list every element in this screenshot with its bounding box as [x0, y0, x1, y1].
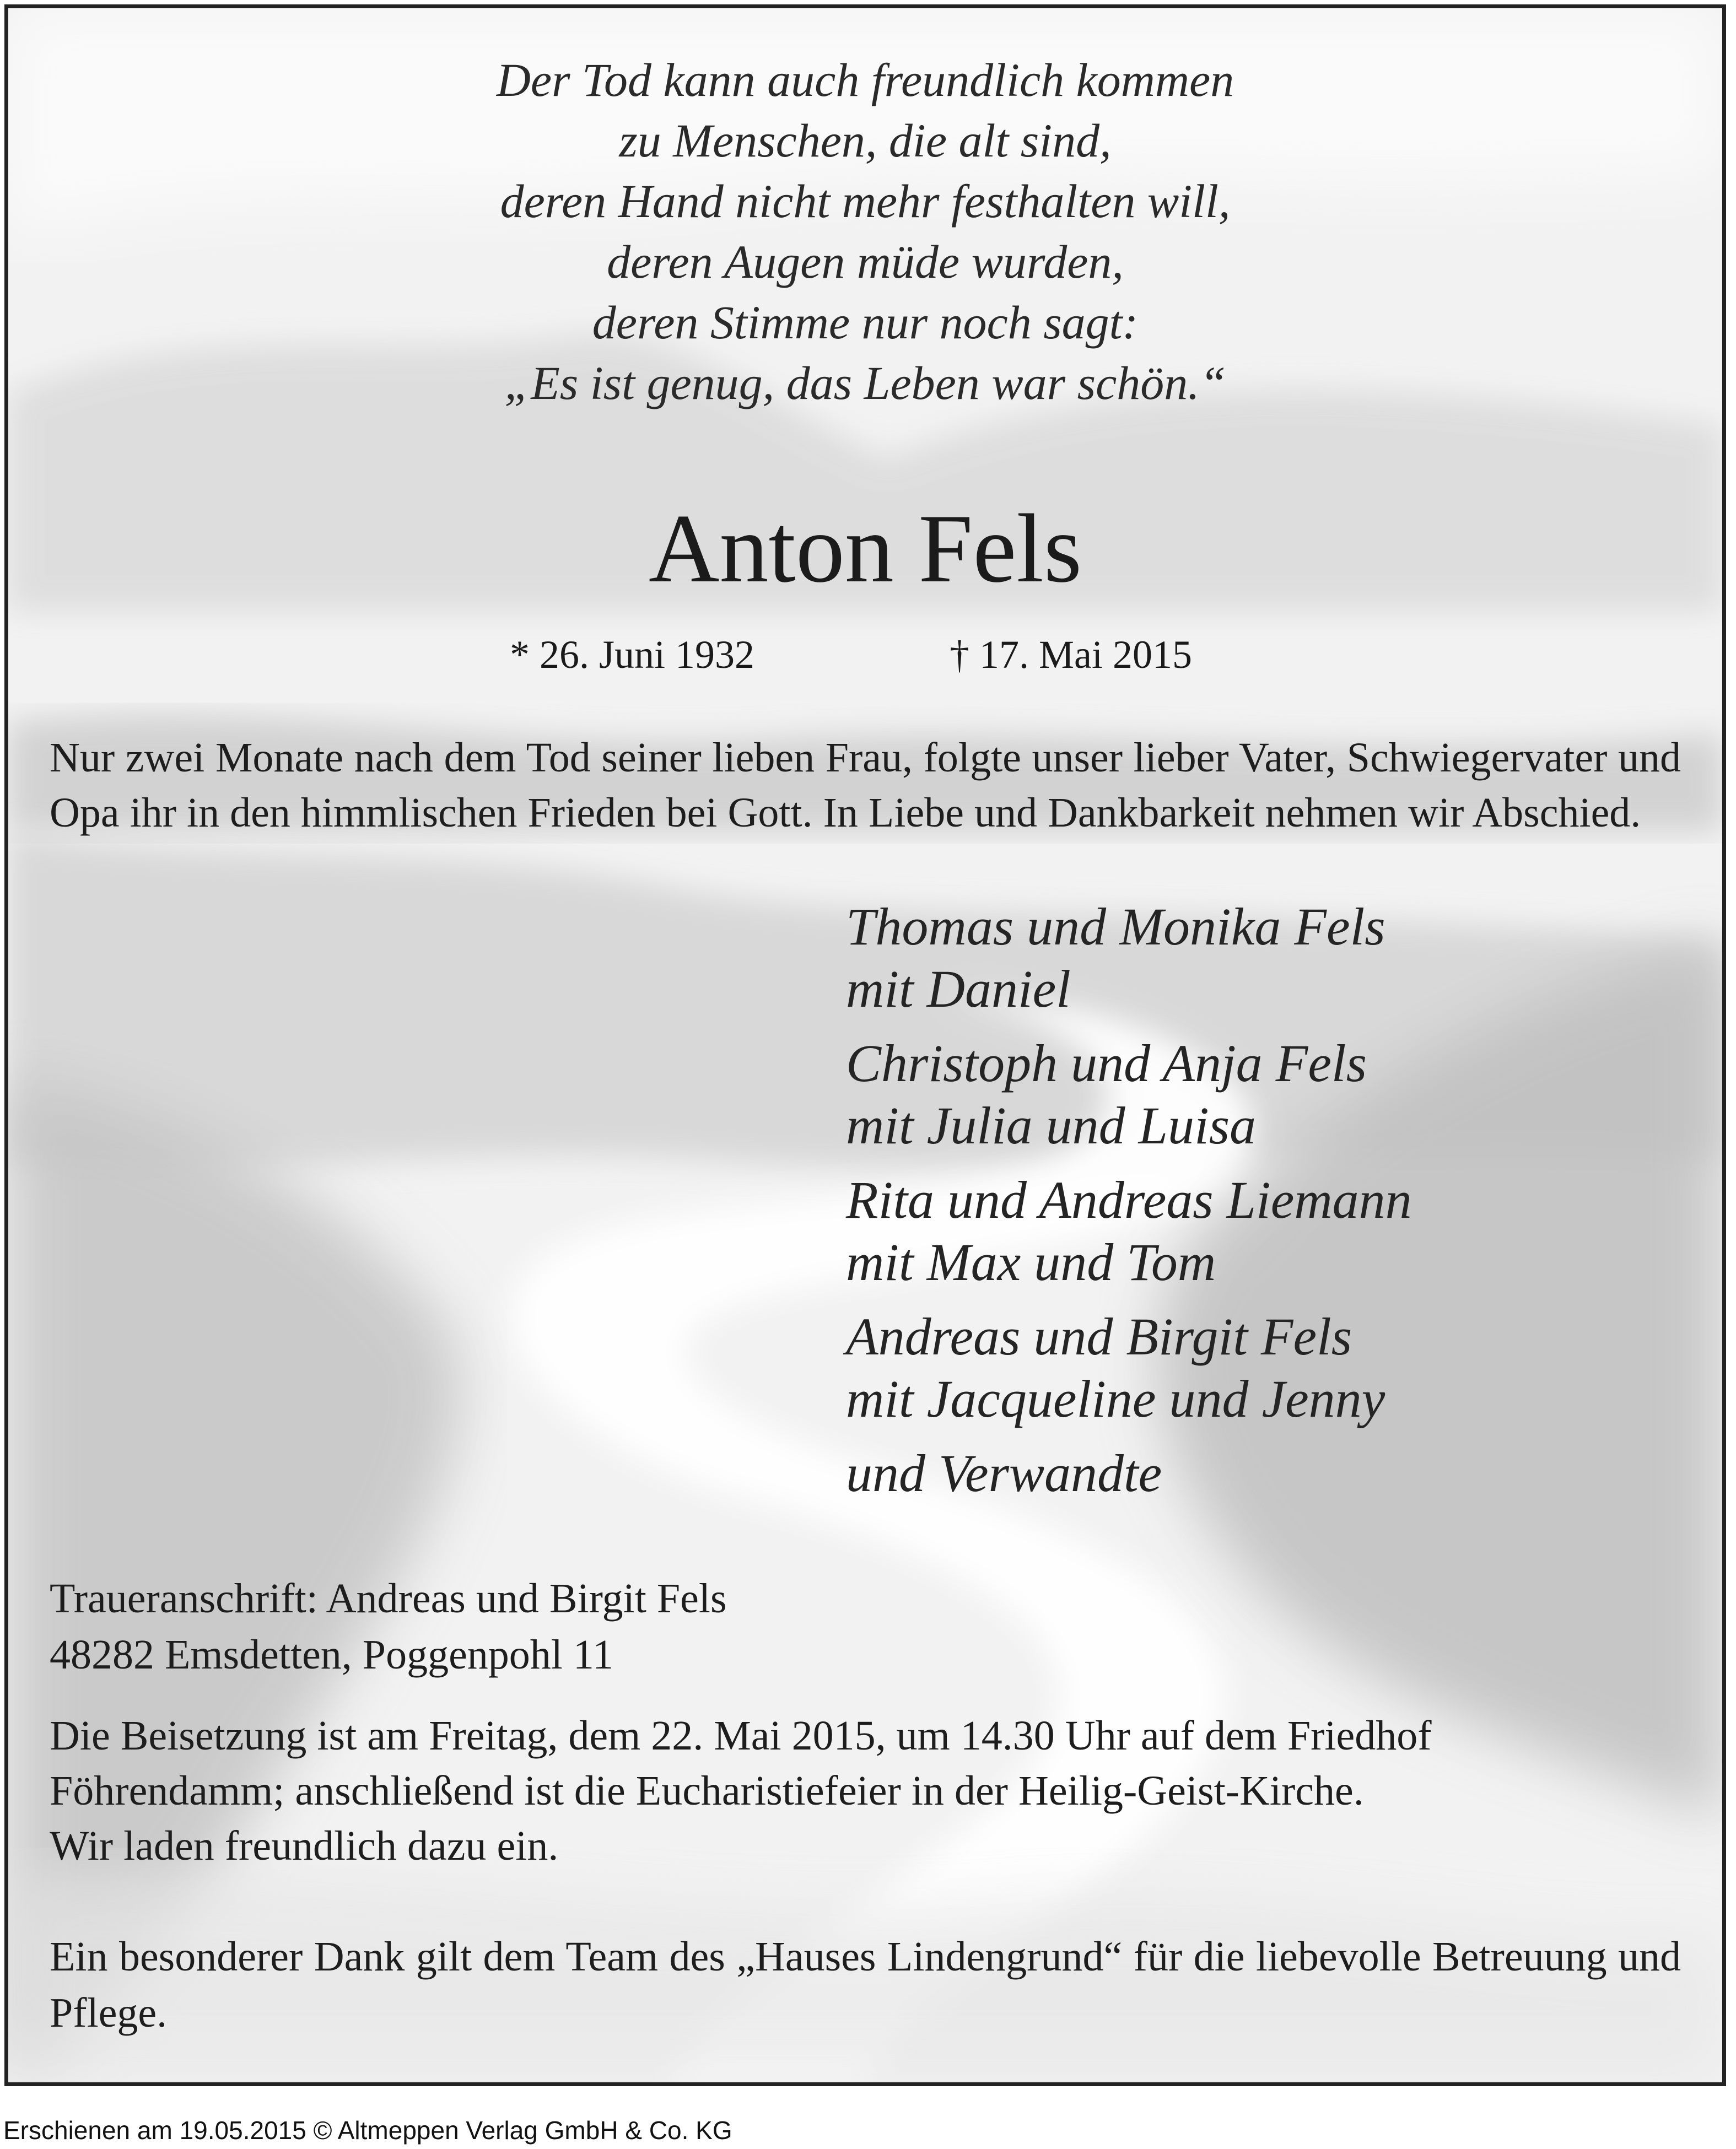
burial-line: Föhrendamm; anschließend ist die Eucharistiefeier in der Heilig-Geist-Kirche.: [50, 1768, 1364, 1814]
relative-names: Thomas und Monika Fels: [846, 897, 1385, 956]
address-line: Traueranschrift: Andreas und Birgit Fels: [50, 1575, 727, 1622]
burial-line: Wir laden freundlich dazu ein.: [50, 1823, 559, 1869]
relative-children: mit Jacqueline und Jenny: [846, 1369, 1385, 1428]
obituary-frame: [4, 4, 1726, 2086]
obituary-content: [8, 8, 1722, 2082]
address-line: 48282 Emsdetten, Poggenpohl 11: [50, 1632, 614, 1678]
relative-names: Andreas und Birgit Fels: [846, 1307, 1352, 1366]
poem-line: zu Menschen, die alt sind,: [619, 114, 1112, 167]
relative-children: mit Daniel: [846, 959, 1071, 1018]
relative-children: mit Julia und Luisa: [846, 1096, 1257, 1155]
relative-group: [846, 1305, 1412, 1430]
birth-date: * 26. Juni 1932: [510, 633, 755, 677]
death-date: † 17. Mai 2015: [950, 633, 1192, 677]
relative-names: Rita und Andreas Liemann: [846, 1170, 1412, 1229]
relative-group: [846, 895, 1412, 1020]
relative-group: [846, 1169, 1412, 1293]
poem-line: „Es ist genug, das Leben war schön.“: [504, 357, 1226, 409]
poem-line: deren Hand nicht mehr festhalten will,: [500, 175, 1231, 228]
poem-line: deren Augen müde wurden,: [607, 235, 1124, 288]
burial-line: Die Beisetzung ist am Freitag, dem 22. Mai 2015, um 14.30 Uhr auf dem Friedhof: [50, 1713, 1432, 1759]
poem-line: deren Stimme nur noch sagt:: [592, 296, 1139, 349]
relatives-closing: und Verwandte: [846, 1444, 1162, 1503]
deceased-name: Anton Fels: [648, 494, 1082, 603]
relatives-list: [846, 895, 1412, 1504]
mourning-address: [50, 1570, 1681, 1683]
burial-info: [50, 1708, 1681, 1873]
relative-children: mit Max und Tom: [846, 1233, 1216, 1292]
main-text: Nur zwei Monate nach dem Tod seiner lieben Frau, folgte unser lieber Vater, Schwiegervater und Opa ihr in den himmlischen Frieden bei Gott. In Liebe und Dankbarkeit nehmen wir Abschied.: [50, 735, 1681, 836]
relative-names: Christoph und Anja Fels: [846, 1034, 1367, 1093]
publication-footer: Erschienen am 19.05.2015 © Altmeppen Verlag GmbH & Co. KG: [3, 2116, 732, 2145]
thanks-text: Ein besonderer Dank gilt dem Team des „Hauses Lindengrund“ für die liebevolle Betreuung und Pflege.: [50, 1934, 1681, 2036]
poem: [8, 50, 1722, 413]
relative-group: [846, 1032, 1412, 1157]
poem-line: Der Tod kann auch freundlich kommen: [496, 53, 1234, 106]
